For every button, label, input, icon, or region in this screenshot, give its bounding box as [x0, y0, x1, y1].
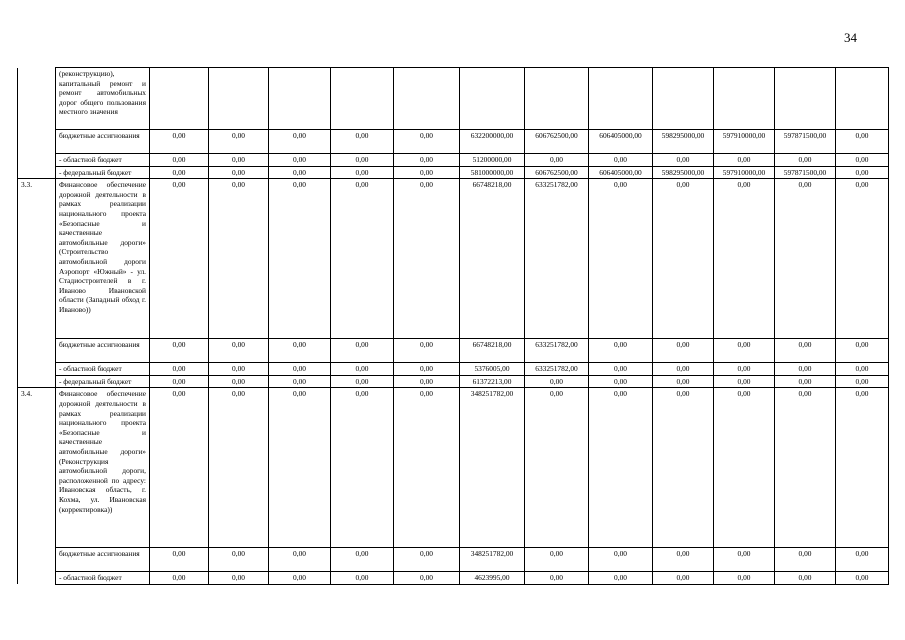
value-cell: 0,00	[331, 339, 394, 363]
description-cell: Финансовое обеспечение дорожной деятельности в рамках реализации национального проекта «Безопасные и качественные автомобильные дороги» (Строительство автомобильной дороги Аэропорт «Южный» - ул. Стадиостроителей в г. Иваново Ивановской области (Западный обход г. Иваново))	[56, 179, 150, 339]
value-cell: 0,00	[589, 154, 653, 167]
value-cell: 0,00	[653, 179, 714, 339]
value-cell: 0,00	[394, 375, 460, 388]
budget-table-body	[18, 68, 889, 585]
value-cell: 581000000,00	[460, 166, 525, 179]
value-cell: 0,00	[394, 388, 460, 548]
value-cell: 0,00	[269, 375, 331, 388]
value-cell: 0,00	[589, 375, 653, 388]
value-cell	[653, 68, 714, 130]
value-cell: 0,00	[775, 154, 836, 167]
table-row	[18, 339, 889, 363]
row-number-cell: 3.4.	[18, 388, 56, 548]
value-cell: 0,00	[589, 572, 653, 585]
value-cell: 0,00	[209, 179, 269, 339]
value-cell: 0,00	[836, 375, 889, 388]
table-row	[18, 130, 889, 154]
table-row	[18, 154, 889, 167]
description-cell: - федеральный бюджет	[56, 166, 150, 179]
value-cell: 66748218,00	[460, 179, 525, 339]
row-number-cell	[18, 154, 56, 167]
value-cell: 0,00	[525, 375, 589, 388]
description-cell: бюджетные ассигнования	[56, 130, 150, 154]
value-cell: 0,00	[209, 388, 269, 548]
description-cell: - областной бюджет	[56, 572, 150, 585]
value-cell: 0,00	[775, 572, 836, 585]
value-cell: 0,00	[394, 548, 460, 572]
value-cell: 0,00	[589, 548, 653, 572]
value-cell: 0,00	[269, 166, 331, 179]
value-cell: 606405000,00	[589, 130, 653, 154]
value-cell: 0,00	[836, 388, 889, 548]
value-cell: 0,00	[394, 363, 460, 376]
value-cell: 0,00	[394, 179, 460, 339]
value-cell: 0,00	[836, 339, 889, 363]
value-cell: 0,00	[653, 363, 714, 376]
page-number: 34	[844, 30, 857, 45]
row-number-cell	[18, 130, 56, 154]
value-cell: 0,00	[525, 388, 589, 548]
value-cell: 0,00	[150, 363, 209, 376]
value-cell: 0,00	[209, 375, 269, 388]
value-cell: 0,00	[209, 130, 269, 154]
value-cell: 0,00	[653, 388, 714, 548]
value-cell: 0,00	[209, 166, 269, 179]
table-row	[18, 68, 889, 130]
value-cell: 0,00	[775, 548, 836, 572]
value-cell: 0,00	[331, 375, 394, 388]
value-cell	[394, 68, 460, 130]
value-cell	[331, 68, 394, 130]
description-cell: - областной бюджет	[56, 154, 150, 167]
value-cell: 0,00	[394, 154, 460, 167]
value-cell: 0,00	[525, 154, 589, 167]
value-cell: 0,00	[836, 154, 889, 167]
value-cell: 0,00	[589, 339, 653, 363]
value-cell: 0,00	[269, 388, 331, 548]
value-cell: 0,00	[150, 388, 209, 548]
value-cell: 0,00	[150, 130, 209, 154]
value-cell: 0,00	[714, 363, 775, 376]
value-cell: 0,00	[269, 130, 331, 154]
value-cell: 597910000,00	[714, 166, 775, 179]
value-cell: 0,00	[653, 154, 714, 167]
description-cell: бюджетные ассигнования	[56, 339, 150, 363]
value-cell	[525, 68, 589, 130]
value-cell: 348251782,00	[460, 388, 525, 548]
value-cell: 0,00	[150, 548, 209, 572]
value-cell: 0,00	[209, 154, 269, 167]
value-cell: 0,00	[394, 572, 460, 585]
value-cell: 633251782,00	[525, 339, 589, 363]
row-number-cell	[18, 375, 56, 388]
value-cell: 0,00	[836, 179, 889, 339]
value-cell: 0,00	[653, 572, 714, 585]
value-cell: 0,00	[589, 388, 653, 548]
value-cell: 0,00	[331, 154, 394, 167]
row-number-cell	[18, 339, 56, 363]
value-cell: 0,00	[775, 375, 836, 388]
value-cell: 0,00	[331, 548, 394, 572]
value-cell: 0,00	[269, 548, 331, 572]
value-cell: 0,00	[653, 548, 714, 572]
value-cell: 633251782,00	[525, 363, 589, 376]
value-cell: 0,00	[714, 375, 775, 388]
value-cell: 348251782,00	[460, 548, 525, 572]
value-cell: 0,00	[209, 363, 269, 376]
value-cell: 597871500,00	[775, 166, 836, 179]
value-cell	[460, 68, 525, 130]
value-cell: 632200000,00	[460, 130, 525, 154]
value-cell: 0,00	[150, 339, 209, 363]
description-cell: бюджетные ассигнования	[56, 548, 150, 572]
value-cell	[836, 68, 889, 130]
value-cell: 0,00	[653, 375, 714, 388]
value-cell: 61372213,00	[460, 375, 525, 388]
value-cell: 66748218,00	[460, 339, 525, 363]
description-cell: (реконструкцию), капитальный ремонт и ремонт автомобильных дорог общего пользования местного значения	[56, 68, 150, 130]
description-cell: - областной бюджет	[56, 363, 150, 376]
value-cell: 0,00	[775, 179, 836, 339]
value-cell: 0,00	[653, 339, 714, 363]
value-cell: 0,00	[209, 572, 269, 585]
value-cell: 51200000,00	[460, 154, 525, 167]
value-cell: 0,00	[836, 572, 889, 585]
value-cell: 0,00	[209, 548, 269, 572]
row-number-cell	[18, 166, 56, 179]
table-row	[18, 375, 889, 388]
value-cell: 0,00	[394, 339, 460, 363]
value-cell: 606762500,00	[525, 166, 589, 179]
value-cell: 606762500,00	[525, 130, 589, 154]
row-number-cell: 3.3.	[18, 179, 56, 339]
value-cell: 0,00	[269, 154, 331, 167]
value-cell	[589, 68, 653, 130]
value-cell: 0,00	[150, 166, 209, 179]
value-cell: 0,00	[331, 179, 394, 339]
table-row	[18, 166, 889, 179]
value-cell: 597871500,00	[775, 130, 836, 154]
value-cell: 598295000,00	[653, 130, 714, 154]
value-cell: 0,00	[269, 363, 331, 376]
value-cell: 0,00	[836, 363, 889, 376]
value-cell: 0,00	[331, 363, 394, 376]
value-cell: 0,00	[150, 375, 209, 388]
value-cell: 633251782,00	[525, 179, 589, 339]
budget-table	[17, 67, 889, 585]
table-row	[18, 363, 889, 376]
value-cell: 0,00	[836, 166, 889, 179]
row-number-cell	[18, 572, 56, 585]
value-cell: 5376005,00	[460, 363, 525, 376]
value-cell: 4623995,00	[460, 572, 525, 585]
value-cell: 0,00	[714, 388, 775, 548]
value-cell: 0,00	[269, 339, 331, 363]
value-cell: 0,00	[150, 572, 209, 585]
value-cell: 0,00	[836, 548, 889, 572]
value-cell: 0,00	[775, 363, 836, 376]
row-number-cell	[18, 363, 56, 376]
value-cell	[209, 68, 269, 130]
description-cell: - федеральный бюджет	[56, 375, 150, 388]
value-cell: 0,00	[209, 339, 269, 363]
table-row	[18, 548, 889, 572]
value-cell: 598295000,00	[653, 166, 714, 179]
value-cell: 0,00	[331, 166, 394, 179]
value-cell: 597910000,00	[714, 130, 775, 154]
value-cell: 0,00	[331, 388, 394, 548]
value-cell: 0,00	[714, 179, 775, 339]
value-cell: 0,00	[331, 130, 394, 154]
value-cell: 0,00	[150, 154, 209, 167]
value-cell: 0,00	[714, 154, 775, 167]
value-cell: 0,00	[525, 572, 589, 585]
description-cell: Финансовое обеспечение дорожной деятельности в рамках реализации национального проекта «Безопасные и качественные автомобильные дороги» (Реконструкция автомобильной дороги, расположенной по адресу: Ивановская область, г. Кохма, ул. Ивановская (корректировка))	[56, 388, 150, 548]
value-cell	[714, 68, 775, 130]
value-cell: 0,00	[269, 572, 331, 585]
value-cell: 606405000,00	[589, 166, 653, 179]
value-cell: 0,00	[714, 572, 775, 585]
value-cell: 0,00	[775, 388, 836, 548]
value-cell: 0,00	[394, 166, 460, 179]
value-cell	[150, 68, 209, 130]
table-row	[18, 572, 889, 585]
value-cell: 0,00	[775, 339, 836, 363]
value-cell	[269, 68, 331, 130]
table-row	[18, 388, 889, 548]
value-cell: 0,00	[589, 179, 653, 339]
value-cell: 0,00	[836, 130, 889, 154]
value-cell: 0,00	[150, 179, 209, 339]
value-cell: 0,00	[394, 130, 460, 154]
value-cell	[775, 68, 836, 130]
row-number-cell	[18, 68, 56, 130]
value-cell: 0,00	[714, 548, 775, 572]
value-cell: 0,00	[589, 363, 653, 376]
row-number-cell	[18, 548, 56, 572]
value-cell: 0,00	[331, 572, 394, 585]
table-row	[18, 179, 889, 339]
value-cell: 0,00	[714, 339, 775, 363]
value-cell: 0,00	[525, 548, 589, 572]
value-cell: 0,00	[269, 179, 331, 339]
